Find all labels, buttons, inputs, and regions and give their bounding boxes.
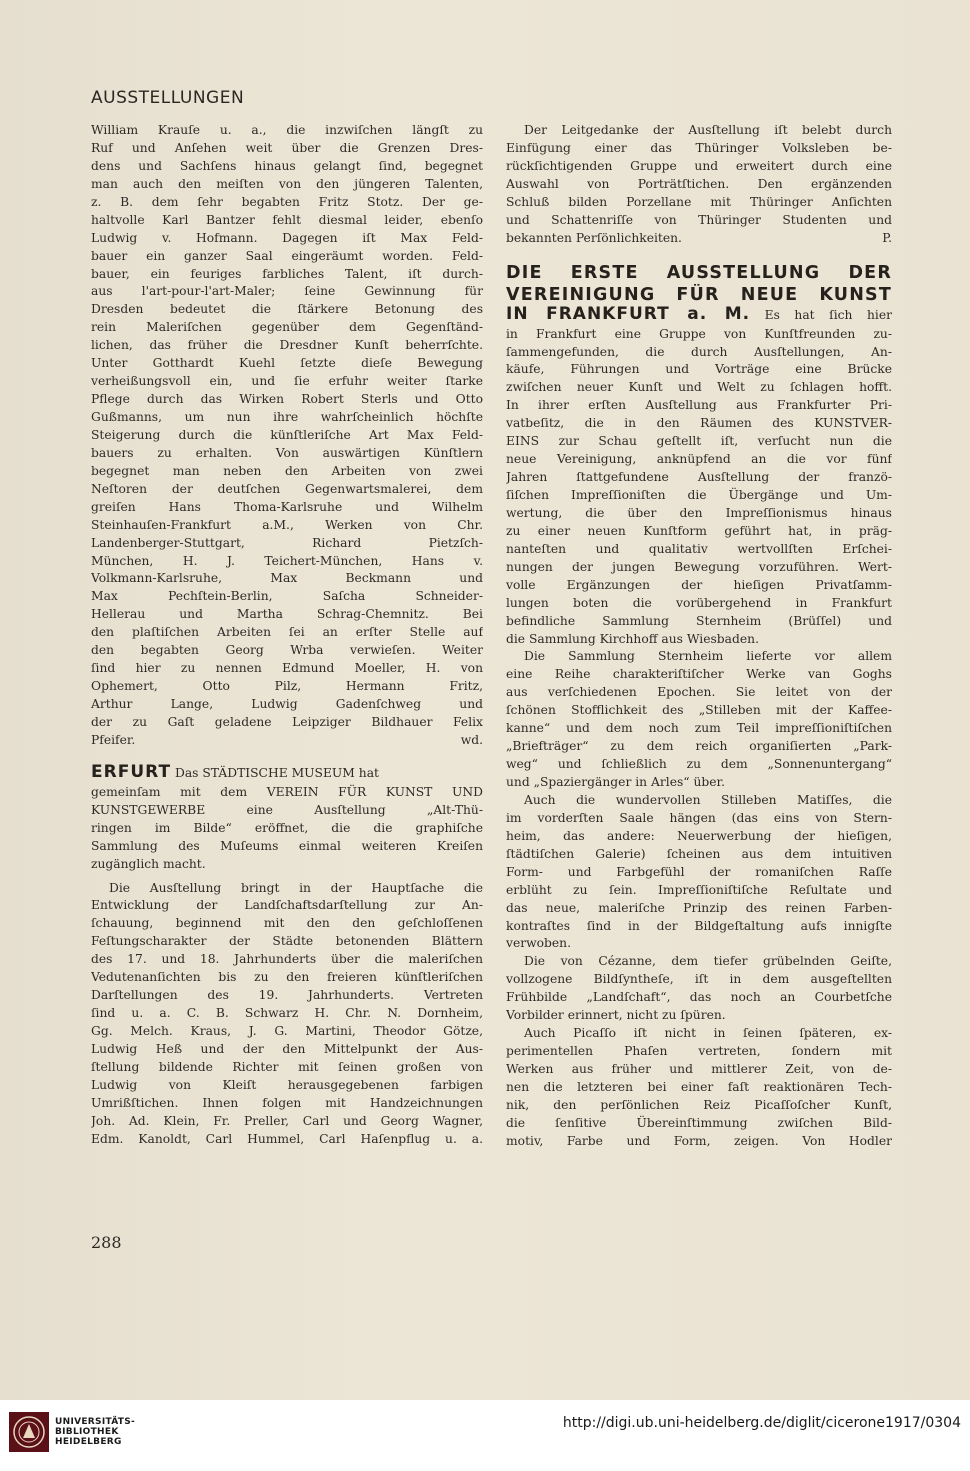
text-line: die ſenſitive Übereinſtimmung zwiſchen Bild- bbox=[506, 1115, 892, 1130]
text-line: perimentellen Phaſen vertreten, ſondern mit bbox=[506, 1044, 892, 1059]
text-line: Edm. Kanoldt, Carl Hummel, Carl Haſenpflug u. a. bbox=[91, 1131, 483, 1146]
text-line: Dresden bedeutet die ſtärkere Betonung des bbox=[91, 302, 483, 317]
institution-line-3: HEIDELBERG bbox=[55, 1437, 122, 1447]
text-line: z. B. dem ſehr begabten Fritz Stotz. Der ge- bbox=[91, 194, 483, 209]
text-line: und „Spaziergänger in Arles“ über. bbox=[506, 775, 725, 789]
text-line: Landenberger-Stuttgart, Richard Pietzſch- bbox=[91, 535, 483, 550]
text-line: eine Reihe charakteriſtiſcher Werke van Goghs bbox=[506, 667, 892, 682]
intro-closing-line bbox=[506, 230, 892, 248]
text-line: das neue, maleriſche Prinzip des reinen Farben- bbox=[506, 900, 892, 915]
section-heading-erfurt: ERFURT bbox=[91, 763, 172, 782]
section-headline-3: IN FRANKFURT a. M. bbox=[506, 305, 751, 324]
erfurt-heading-line bbox=[91, 764, 483, 784]
text-line: verwoben. bbox=[506, 936, 572, 951]
closing-line bbox=[91, 732, 483, 750]
institution-line-1: UNIVERSITÄTS- bbox=[55, 1417, 136, 1427]
text-line: ſammengefunden, die durch Ausſtellungen, An- bbox=[506, 344, 892, 359]
text-line: weg“ und ſchließlich zu dem „Sonnenuntergang“ bbox=[506, 757, 892, 772]
text-line: Auch Picaſſo iſt nicht in ſeinen ſpäteren, ex- bbox=[524, 1026, 892, 1041]
text-line: lungen boten die vorübergehend in Frankfurt bbox=[506, 595, 892, 610]
text-line: Darſtellungen des 19. Jahrhunderts. Vertreten bbox=[91, 988, 483, 1003]
text-line: Hellerau und Martha Schrag-Chemnitz. Bei bbox=[91, 607, 483, 622]
running-head: AUSSTELLUNGEN bbox=[91, 88, 245, 108]
headline-3-line bbox=[506, 306, 892, 326]
text-line: Auch die wundervollen Stilleben Matiſſes, die bbox=[524, 792, 892, 807]
text-line: Ludwig von Kleiſt herausgegebenen farbigen bbox=[91, 1077, 483, 1092]
text-line: ſtädtiſchen Galerie) ſcheinen aus dem intuitiven bbox=[506, 846, 892, 861]
text-line: ringen im Bilde“ eröffnet, die die graphiſche bbox=[91, 820, 483, 835]
text-line: Neſtoren der deutſchen Gegenwartsmalerei, dem bbox=[91, 481, 483, 496]
text-line: rückſichtigenden Gruppe und erweitert durch eine bbox=[506, 158, 892, 173]
text-line: vollzogene Bildſyntheſe, iſt in dem ausgeſtellten bbox=[506, 972, 892, 987]
text-line: neue Vereinigung, anknüpfend an die vor fünf bbox=[506, 452, 892, 467]
text-line: im vorderſten Saale hängen (das eins von Stern- bbox=[506, 810, 892, 825]
text-line: Einfügung einer das Thüringer Volksleben be- bbox=[506, 140, 892, 155]
text-line: und Schattenriſſe von Thüringer Studenten und bbox=[506, 212, 892, 227]
source-url[interactable]: http://digi.ub.uni-heidelberg.de/diglit/cicerone1917/0304 bbox=[562, 1415, 961, 1431]
text-line: Die Sammlung Sternheim lieferte vor allem bbox=[524, 649, 892, 664]
text-line: rein Maleriſchen gegenüber dem Gegenſtänd- bbox=[91, 320, 483, 335]
text-line: William Krauſe u. a., die inzwiſchen längſt zu bbox=[91, 123, 483, 137]
text-line: Entwicklung der Landſchaftsdarſtellung zur An- bbox=[91, 898, 483, 913]
text-line: zu einer neuen Kunſtform geführt hat, in präg- bbox=[506, 523, 892, 538]
text-line: Die Ausſtellung bringt in der Hauptſache die bbox=[109, 880, 483, 895]
section-gap bbox=[91, 750, 483, 764]
text-line: ſind u. a. C. B. Schwarz H. Chr. N. Dornheim, bbox=[91, 1006, 483, 1021]
text-line: gemeinſam mit dem VEREIN FÜR KUNST UND bbox=[91, 784, 483, 799]
text-line: Umrißſtichen. Ihnen folgen mit Handzeichnungen bbox=[91, 1095, 483, 1110]
footer-bar bbox=[0, 1400, 970, 1471]
text-line: Ophemert, Otto Pilz, Hermann Fritz, bbox=[91, 679, 483, 694]
text-line: Feſtungscharakter der Städte betonenden Blättern bbox=[91, 934, 483, 949]
text-line: man auch den meiſten von den jüngeren Talenten, bbox=[91, 176, 483, 191]
text-line: zwiſchen neuer Kunſt und Welt zu ſchlagen hofft. bbox=[506, 380, 892, 395]
section-headline-1: DIE ERSTE AUSSTELLUNG DER bbox=[506, 262, 892, 283]
text-line: Vedutenanſichten bis zu den freieren künſtleriſchen bbox=[91, 970, 483, 985]
text-line: heim, das andere: Neuerwerbung der hieſigen, bbox=[506, 828, 892, 843]
erfurt-lead-text: Das STÄDTISCHE MUSEUM hat bbox=[174, 765, 379, 780]
text-line: wertung, die über den Impreſſionismus hinaus bbox=[506, 505, 892, 520]
text-line: Der Leitgedanke der Ausſtellung iſt belebt durch bbox=[524, 123, 892, 137]
library-logo bbox=[9, 1412, 135, 1452]
text-line: den plaſtiſchen Arbeiten ſei an erſter Stelle auf bbox=[91, 625, 483, 640]
frankfurt-lead-text: Es hat ſich hier bbox=[764, 307, 892, 322]
text-line: In ihrer erſten Ausſtellung aus Frankfurter Pri- bbox=[506, 398, 892, 413]
text-line: Joh. Ad. Klein, Fr. Preller, Carl und Georg Wagner, bbox=[91, 1113, 483, 1128]
text-line: Schluß bilden Porzellane mit Thüringer Anſichten bbox=[506, 194, 892, 209]
text-line: nanteſten und qualitativ wertvollſten Erſchei- bbox=[506, 541, 892, 556]
text-line: Steinhauſen-Frankfurt a.M., Werken von Chr. bbox=[91, 517, 483, 532]
text-line: Unter Gotthardt Kuehl ſetzte dieſe Bewegung bbox=[91, 356, 483, 371]
text-line: ſiſchen Impreſſioniſten die Übergänge und Um- bbox=[506, 488, 892, 502]
text-line: KUNSTGEWERBE eine Ausſtellung „Alt-Thü- bbox=[91, 802, 483, 817]
text-line: Steigerung durch die künſtleriſche Art Max Feld- bbox=[91, 427, 483, 442]
institution-line-2: BIBLIOTHEK bbox=[55, 1427, 119, 1437]
text-line: lichen, das früher die Dresdner Kunſt beherrſchte. bbox=[91, 338, 483, 353]
text-line: Ludwig Heß und der den Mittelpunkt der Aus- bbox=[91, 1041, 483, 1056]
text-line: dens und Sachſens hinaus gelangt ſind, begegnet bbox=[91, 158, 483, 173]
text-line: EINS zur Schau geſtellt iſt, verſucht nun die bbox=[506, 434, 892, 449]
text-line: kanne“ und dem noch zum Teil impreſſioniſtiſchen bbox=[506, 721, 892, 736]
text-line: kontraſtes ſind in der Bildgeſtaltung aufs innigſte bbox=[506, 918, 892, 933]
text-line: Gußmanns, um nun ihre wahrſcheinlich höchſte bbox=[91, 410, 483, 424]
text-line: befindliche Sammlung Sternheim (Brüſſel) und bbox=[506, 613, 892, 628]
text-line: Vorbilder erinnert, nicht zu ſpüren. bbox=[506, 1008, 726, 1023]
text-line: aus l'art-pour-l'art-Maler; ſeine Gewinnung für bbox=[91, 284, 483, 299]
text-line: bauer ein ganzer Saal eingeräumt worden. Feld- bbox=[91, 248, 483, 263]
text-line: Sammlung des Muſeums einmal weiteren Kreiſen bbox=[91, 838, 483, 853]
text-line: der zu Gaſt geladene Leipziger Bildhauer Felix bbox=[91, 714, 483, 729]
right-column bbox=[506, 122, 892, 1151]
text-line: Ruf und Anſehen weit über die Grenzen Dres- bbox=[91, 140, 483, 155]
text-line: nungen der jungen Bewegung vorzuführen. Wert- bbox=[506, 559, 892, 574]
text-line: haltvolle Karl Bantzer fehlt diesmal leider, ebenſo bbox=[91, 212, 483, 227]
text-line: Ludwig v. Hofmann. Dagegen iſt Max Feld- bbox=[91, 230, 483, 245]
section-gap bbox=[506, 248, 892, 262]
text-line: volle Ergänzungen der hieſigen Privatſamm- bbox=[506, 577, 892, 592]
text-line: München, H. J. Teichert-München, Hans v. bbox=[91, 553, 483, 568]
left-column bbox=[91, 122, 483, 1149]
text-line: aus verſchiedenen Epochen. Sie leitet von der bbox=[506, 685, 892, 700]
text-line: bauer, ein feuriges farbliches Talent, iſt durch- bbox=[91, 266, 483, 281]
text-line: erblüht zu ſein. Impreſſioniſtiſche Reſultate und bbox=[506, 882, 892, 897]
text-line: zugänglich macht. bbox=[91, 856, 206, 871]
page-number: 288 bbox=[91, 1233, 122, 1252]
text-line: Max Pechſtein-Berlin, Saſcha Schneider- bbox=[91, 589, 483, 604]
text-line: ſind hier zu nennen Edmund Moeller, H. von bbox=[91, 661, 483, 676]
author-signature: P. bbox=[882, 230, 892, 245]
text-line: verheißungsvoll ein, und ſie erfuhr weiter ſtarke bbox=[91, 374, 483, 389]
text-line: Volkmann-Karlsruhe, Max Beckmann und bbox=[91, 571, 483, 586]
text-line: Pflege durch das Wirken Robert Sterls und Otto bbox=[91, 392, 483, 407]
intro-last-words: bekannten Perſönlichkeiten. bbox=[506, 230, 682, 245]
text-line: ſtellung bildende Richter mit ſeinen großen von bbox=[91, 1059, 483, 1074]
text-line: vatbeſitz, die in den Räumen des KUNSTVER- bbox=[506, 416, 892, 431]
author-signature: wd. bbox=[460, 732, 483, 747]
text-line: ſchönen Stofflichkeit des „Stilleben mit der Kaffee- bbox=[506, 703, 892, 718]
text-line: den begabten Georg Wrba verwieſen. Weiter bbox=[91, 643, 483, 658]
text-line: begegnet man neben den Arbeiten von zwei bbox=[91, 463, 483, 478]
text-line: nik, den perſönlichen Reiz Picaſſoſcher Kunſt, bbox=[506, 1097, 892, 1112]
text-line: Gg. Melch. Kraus, J. G. Martini, Theodor Götze, bbox=[91, 1024, 483, 1038]
text-line: nen die letzteren bei einer faſt reaktionären Tech- bbox=[506, 1079, 892, 1094]
text-line: Form- und Farbgefühl der romaniſchen Raſſe bbox=[506, 864, 892, 879]
text-line: in Frankfurt eine Gruppe von Kunſtfreunden zu- bbox=[506, 326, 892, 341]
text-line: greiſen Hans Thoma-Karlsruhe und Wilhelm bbox=[91, 499, 483, 514]
text-line: Die von Cézanne, dem tiefer grübelnden Geiſte, bbox=[524, 954, 892, 969]
text-line: des 17. und 18. Jahrhunderts über die maleriſchen bbox=[91, 952, 483, 967]
text-line: Frühbilde „Landſchaft“, das noch an Courbetſche bbox=[506, 990, 892, 1005]
text-line: Werken aus früher und mittlerer Zeit, von de- bbox=[506, 1062, 892, 1076]
text-line: Jahren ſtattgefundene Ausſtellung der franzö- bbox=[506, 470, 892, 485]
section-headline-2: VEREINIGUNG FÜR NEUE KUNST bbox=[506, 284, 892, 305]
text-line: die Sammlung Kirchhoff aus Wiesbaden. bbox=[506, 631, 759, 646]
text-line: käufe, Führungen und Vorträge eine Brücke bbox=[506, 362, 892, 377]
text-line: motiv, Farbe und Form, zeigen. Von Hodler bbox=[506, 1133, 892, 1148]
library-seal-icon bbox=[9, 1412, 49, 1452]
text-line: Auswahl von Porträtſtichen. Den ergänzenden bbox=[506, 176, 892, 191]
text-line: bauers zu erhalten. Von auswärtigen Künſtlern bbox=[91, 445, 483, 460]
closing-word: Pfeifer. bbox=[91, 732, 136, 747]
text-line: „Briefträger“ zu dem reich organiſierten „Park- bbox=[506, 739, 892, 754]
text-line: ſchauung, beginnend mit den den geſchloſſenen bbox=[91, 916, 483, 931]
text-line: Arthur Lange, Ludwig Gadenſchweg und bbox=[91, 697, 483, 711]
